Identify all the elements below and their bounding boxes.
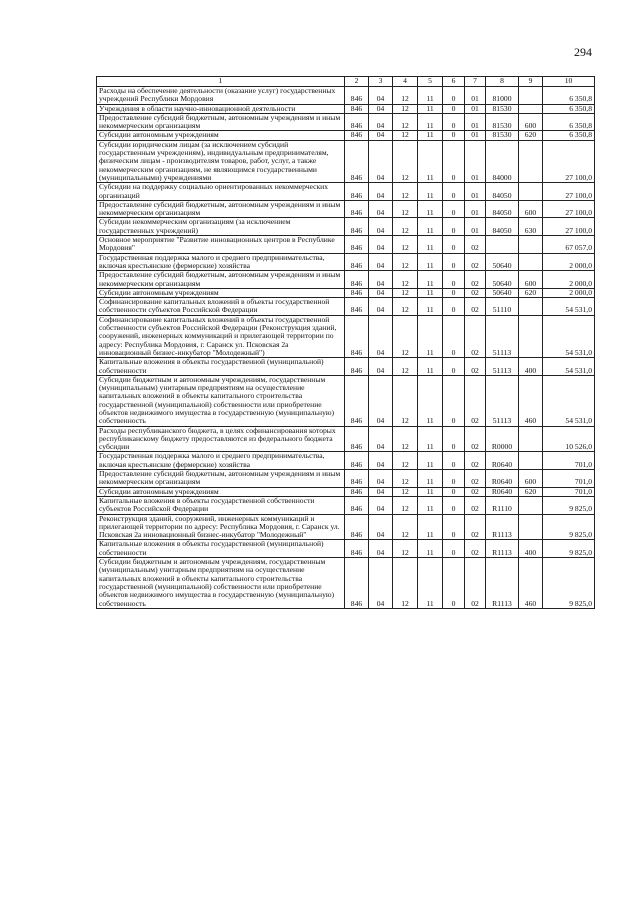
column-header: 1 bbox=[97, 77, 345, 87]
subsection-cell: 12 bbox=[393, 298, 418, 316]
amount-cell: 10 526,0 bbox=[543, 426, 595, 452]
column-header: 7 bbox=[465, 77, 486, 87]
amount-cell: 9 825,0 bbox=[543, 496, 595, 514]
direction-cell: 84050 bbox=[486, 183, 519, 201]
program-cell: 11 bbox=[418, 452, 443, 470]
column-header: 6 bbox=[443, 77, 465, 87]
program-cell: 11 bbox=[418, 540, 443, 558]
ministry-code-cell: 846 bbox=[345, 558, 369, 609]
program-cell: 11 bbox=[418, 298, 443, 316]
section-cell: 04 bbox=[369, 426, 393, 452]
program-cell: 11 bbox=[418, 253, 443, 271]
amount-cell: 27 100,0 bbox=[543, 140, 595, 182]
subprogram-cell: 0 bbox=[443, 113, 465, 131]
ministry-code-cell: 846 bbox=[345, 271, 369, 289]
table-row bbox=[97, 315, 595, 357]
expense-type-cell: 460 bbox=[519, 558, 543, 609]
direction-cell: 84000 bbox=[486, 140, 519, 182]
section-cell: 04 bbox=[369, 200, 393, 218]
subsection-cell: 12 bbox=[393, 514, 418, 540]
table-row bbox=[97, 470, 595, 488]
amount-cell: 54 531,0 bbox=[543, 298, 595, 316]
subsection-cell: 12 bbox=[393, 375, 418, 426]
direction-cell: 51113 bbox=[486, 315, 519, 357]
event-cell: 02 bbox=[465, 540, 486, 558]
table-row bbox=[97, 514, 595, 540]
row-name-cell: Реконструкция зданий, сооружений, инженерных коммуникаций и прилегающей территории по адресу: Республика Мордовия, г. Саранск ул. Псковская 2а инновационный бизнес-инкубатор "Молодежный" bbox=[97, 514, 345, 540]
program-cell: 11 bbox=[418, 218, 443, 236]
subsection-cell: 12 bbox=[393, 487, 418, 496]
ministry-code-cell: 846 bbox=[345, 470, 369, 488]
subsection-cell: 12 bbox=[393, 140, 418, 182]
ministry-code-cell: 846 bbox=[345, 315, 369, 357]
program-cell: 11 bbox=[418, 358, 443, 376]
ministry-code-cell: 846 bbox=[345, 253, 369, 271]
subprogram-cell: 0 bbox=[443, 104, 465, 113]
ministry-code-cell: 846 bbox=[345, 131, 369, 140]
direction-cell: R0640 bbox=[486, 452, 519, 470]
amount-cell: 6 350,8 bbox=[543, 104, 595, 113]
expense-type-cell: 620 bbox=[519, 487, 543, 496]
row-name-cell: Субсидии бюджетным и автономным учреждениям, государственным (муниципальным) унитарным предприятиям на осуществление капитальных вложений в объекты капитального строительства государственной (муниципальной) собственности или приобретение объектов недвижимого имущества в государственную (муниципальную) собственность bbox=[97, 558, 345, 609]
event-cell: 02 bbox=[465, 298, 486, 316]
expense-type-cell: 620 bbox=[519, 131, 543, 140]
amount-cell: 2 000,0 bbox=[543, 271, 595, 289]
event-cell: 01 bbox=[465, 131, 486, 140]
subsection-cell: 12 bbox=[393, 315, 418, 357]
event-cell: 01 bbox=[465, 183, 486, 201]
row-name-cell: Субсидии бюджетным и автономным учреждениям, государственным (муниципальным) унитарным предприятиям на осуществление капитальных вложений в объекты капитального строительства государственной (муниципальной) собственности или приобретение объектов недвижимого имущества в государственную (муниципальную) собственность bbox=[97, 375, 345, 426]
event-cell: 02 bbox=[465, 426, 486, 452]
section-cell: 04 bbox=[369, 540, 393, 558]
expense-type-cell bbox=[519, 514, 543, 540]
row-name-cell: Государственная поддержка малого и среднего предпринимательства, включая крестьянские (фермерские) хозяйства bbox=[97, 253, 345, 271]
program-cell: 11 bbox=[418, 104, 443, 113]
direction-cell: 51110 bbox=[486, 298, 519, 316]
event-cell: 01 bbox=[465, 200, 486, 218]
program-cell: 11 bbox=[418, 496, 443, 514]
amount-cell: 2 000,0 bbox=[543, 288, 595, 297]
subprogram-cell: 0 bbox=[443, 470, 465, 488]
row-name-cell: Капитальные вложения в объекты государственной (муниципальной) собственности bbox=[97, 358, 345, 376]
program-cell: 11 bbox=[418, 131, 443, 140]
amount-cell: 27 100,0 bbox=[543, 218, 595, 236]
table-row bbox=[97, 87, 595, 105]
subsection-cell: 12 bbox=[393, 452, 418, 470]
event-cell: 02 bbox=[465, 452, 486, 470]
program-cell: 11 bbox=[418, 87, 443, 105]
row-name-cell: Капитальные вложения в объекты государственной собственности субъектов Российской Федерации bbox=[97, 496, 345, 514]
amount-cell: 701,0 bbox=[543, 470, 595, 488]
row-name-cell: Субсидии автономным учреждениям bbox=[97, 288, 345, 297]
program-cell: 11 bbox=[418, 113, 443, 131]
expense-type-cell bbox=[519, 183, 543, 201]
table-row bbox=[97, 496, 595, 514]
section-cell: 04 bbox=[369, 113, 393, 131]
section-cell: 04 bbox=[369, 104, 393, 113]
amount-cell: 6 350,8 bbox=[543, 87, 595, 105]
ministry-code-cell: 846 bbox=[345, 487, 369, 496]
event-cell: 02 bbox=[465, 558, 486, 609]
direction-cell: R1113 bbox=[486, 540, 519, 558]
column-header: 9 bbox=[519, 77, 543, 87]
section-cell: 04 bbox=[369, 315, 393, 357]
subprogram-cell: 0 bbox=[443, 452, 465, 470]
section-cell: 04 bbox=[369, 236, 393, 254]
amount-cell: 27 100,0 bbox=[543, 183, 595, 201]
subsection-cell: 12 bbox=[393, 470, 418, 488]
table-row bbox=[97, 113, 595, 131]
event-cell: 01 bbox=[465, 113, 486, 131]
expense-type-cell bbox=[519, 104, 543, 113]
subsection-cell: 12 bbox=[393, 540, 418, 558]
section-cell: 04 bbox=[369, 183, 393, 201]
section-cell: 04 bbox=[369, 375, 393, 426]
direction-cell: 50640 bbox=[486, 288, 519, 297]
direction-cell: 50640 bbox=[486, 271, 519, 289]
event-cell: 02 bbox=[465, 470, 486, 488]
section-cell: 04 bbox=[369, 298, 393, 316]
direction-cell: R1113 bbox=[486, 558, 519, 609]
column-header: 10 bbox=[543, 77, 595, 87]
program-cell: 11 bbox=[418, 487, 443, 496]
section-cell: 04 bbox=[369, 487, 393, 496]
subprogram-cell: 0 bbox=[443, 558, 465, 609]
amount-cell: 2 000,0 bbox=[543, 253, 595, 271]
ministry-code-cell: 846 bbox=[345, 288, 369, 297]
event-cell: 01 bbox=[465, 87, 486, 105]
expense-type-cell: 400 bbox=[519, 540, 543, 558]
row-name-cell: Субсидии на поддержку социально ориентированных некоммерческих организаций bbox=[97, 183, 345, 201]
event-cell: 02 bbox=[465, 496, 486, 514]
row-name-cell: Субсидии автономным учреждениям bbox=[97, 131, 345, 140]
ministry-code-cell: 846 bbox=[345, 426, 369, 452]
table-row bbox=[97, 375, 595, 426]
column-header: 4 bbox=[393, 77, 418, 87]
table-row bbox=[97, 236, 595, 254]
amount-cell: 6 350,8 bbox=[543, 113, 595, 131]
subsection-cell: 12 bbox=[393, 271, 418, 289]
expense-type-cell bbox=[519, 253, 543, 271]
subsection-cell: 12 bbox=[393, 200, 418, 218]
expense-type-cell bbox=[519, 496, 543, 514]
table-row bbox=[97, 358, 595, 376]
subsection-cell: 12 bbox=[393, 113, 418, 131]
program-cell: 11 bbox=[418, 183, 443, 201]
event-cell: 01 bbox=[465, 218, 486, 236]
subsection-cell: 12 bbox=[393, 426, 418, 452]
row-name-cell: Субсидии некоммерческим организациям (за исключением государственных учреждений) bbox=[97, 218, 345, 236]
ministry-code-cell: 846 bbox=[345, 236, 369, 254]
section-cell: 04 bbox=[369, 558, 393, 609]
program-cell: 11 bbox=[418, 236, 443, 254]
direction-cell: R1113 bbox=[486, 514, 519, 540]
expense-type-cell: 600 bbox=[519, 470, 543, 488]
expense-type-cell: 600 bbox=[519, 271, 543, 289]
ministry-code-cell: 846 bbox=[345, 540, 369, 558]
section-cell: 04 bbox=[369, 288, 393, 297]
expense-type-cell: 600 bbox=[519, 113, 543, 131]
expense-type-cell bbox=[519, 315, 543, 357]
direction-cell bbox=[486, 236, 519, 254]
subprogram-cell: 0 bbox=[443, 487, 465, 496]
section-cell: 04 bbox=[369, 218, 393, 236]
column-header: 8 bbox=[486, 77, 519, 87]
expense-type-cell bbox=[519, 140, 543, 182]
event-cell: 02 bbox=[465, 288, 486, 297]
row-name-cell: Учреждения в области научно-инновационной деятельности bbox=[97, 104, 345, 113]
subprogram-cell: 0 bbox=[443, 540, 465, 558]
expense-type-cell bbox=[519, 298, 543, 316]
table-row bbox=[97, 426, 595, 452]
subsection-cell: 12 bbox=[393, 218, 418, 236]
subsection-cell: 12 bbox=[393, 236, 418, 254]
table-body bbox=[97, 87, 595, 609]
section-cell: 04 bbox=[369, 271, 393, 289]
amount-cell: 9 825,0 bbox=[543, 558, 595, 609]
ministry-code-cell: 846 bbox=[345, 514, 369, 540]
amount-cell: 701,0 bbox=[543, 452, 595, 470]
subsection-cell: 12 bbox=[393, 496, 418, 514]
subsection-cell: 12 bbox=[393, 131, 418, 140]
event-cell: 02 bbox=[465, 236, 486, 254]
row-name-cell: Предоставление субсидий бюджетным, автономным учреждениям и иным некоммерческим организациям bbox=[97, 271, 345, 289]
subprogram-cell: 0 bbox=[443, 183, 465, 201]
ministry-code-cell: 846 bbox=[345, 218, 369, 236]
ministry-code-cell: 846 bbox=[345, 140, 369, 182]
table-row bbox=[97, 104, 595, 113]
column-header: 5 bbox=[418, 77, 443, 87]
section-cell: 04 bbox=[369, 496, 393, 514]
table-row bbox=[97, 452, 595, 470]
subsection-cell: 12 bbox=[393, 288, 418, 297]
subsection-cell: 12 bbox=[393, 87, 418, 105]
subprogram-cell: 0 bbox=[443, 514, 465, 540]
subsection-cell: 12 bbox=[393, 358, 418, 376]
row-name-cell: Субсидии автономным учреждениям bbox=[97, 487, 345, 496]
ministry-code-cell: 846 bbox=[345, 113, 369, 131]
subprogram-cell: 0 bbox=[443, 375, 465, 426]
subprogram-cell: 0 bbox=[443, 140, 465, 182]
subprogram-cell: 0 bbox=[443, 218, 465, 236]
ministry-code-cell: 846 bbox=[345, 358, 369, 376]
program-cell: 11 bbox=[418, 375, 443, 426]
expense-type-cell bbox=[519, 426, 543, 452]
ministry-code-cell: 846 bbox=[345, 104, 369, 113]
direction-cell: 50640 bbox=[486, 253, 519, 271]
section-cell: 04 bbox=[369, 87, 393, 105]
program-cell: 11 bbox=[418, 558, 443, 609]
direction-cell: R0640 bbox=[486, 470, 519, 488]
section-cell: 04 bbox=[369, 470, 393, 488]
event-cell: 02 bbox=[465, 514, 486, 540]
subprogram-cell: 0 bbox=[443, 131, 465, 140]
amount-cell: 54 531,0 bbox=[543, 315, 595, 357]
program-cell: 11 bbox=[418, 426, 443, 452]
program-cell: 11 bbox=[418, 200, 443, 218]
direction-cell: R1110 bbox=[486, 496, 519, 514]
expense-type-cell bbox=[519, 236, 543, 254]
subprogram-cell: 0 bbox=[443, 426, 465, 452]
direction-cell: 81530 bbox=[486, 131, 519, 140]
program-cell: 11 bbox=[418, 271, 443, 289]
row-name-cell: Расходы на обеспечение деятельности (оказание услуг) государственных учреждений Республики Мордовия bbox=[97, 87, 345, 105]
row-name-cell: Софинансирование капитальных вложений в объекты государственной собственности субъектов Российской Федерации bbox=[97, 298, 345, 316]
subprogram-cell: 0 bbox=[443, 236, 465, 254]
direction-cell: 51113 bbox=[486, 375, 519, 426]
ministry-code-cell: 846 bbox=[345, 298, 369, 316]
table-row bbox=[97, 131, 595, 140]
ministry-code-cell: 846 bbox=[345, 496, 369, 514]
subprogram-cell: 0 bbox=[443, 87, 465, 105]
subsection-cell: 12 bbox=[393, 183, 418, 201]
section-cell: 04 bbox=[369, 514, 393, 540]
expense-type-cell: 620 bbox=[519, 288, 543, 297]
ministry-code-cell: 846 bbox=[345, 452, 369, 470]
ministry-code-cell: 846 bbox=[345, 183, 369, 201]
expense-type-cell: 600 bbox=[519, 200, 543, 218]
subprogram-cell: 0 bbox=[443, 288, 465, 297]
table-row bbox=[97, 140, 595, 182]
program-cell: 11 bbox=[418, 140, 443, 182]
subprogram-cell: 0 bbox=[443, 496, 465, 514]
row-name-cell: Предоставление субсидий бюджетным, автономным учреждениям и иным некоммерческим организациям bbox=[97, 200, 345, 218]
row-name-cell: Софинансирование капитальных вложений в объекты государственной собственности субъектов Российской Федерации (Реконструкция зданий, сооружений, инженерных коммуникаций и прилегающей территории по адресу: Республика Мордовия, г. Саранск ул. Псковская 2а инновационный бизнес-инкубатор "Молодежный") bbox=[97, 315, 345, 357]
expense-type-cell: 460 bbox=[519, 375, 543, 426]
row-name-cell: Государственная поддержка малого и среднего предпринимательства, включая крестьянские (фермерские) хозяйства bbox=[97, 452, 345, 470]
expense-type-cell: 400 bbox=[519, 358, 543, 376]
ministry-code-cell: 846 bbox=[345, 375, 369, 426]
amount-cell: 9 825,0 bbox=[543, 540, 595, 558]
table-row bbox=[97, 200, 595, 218]
page-number: 294 bbox=[574, 45, 592, 59]
expense-type-cell bbox=[519, 87, 543, 105]
amount-cell: 54 531,0 bbox=[543, 358, 595, 376]
table-row bbox=[97, 183, 595, 201]
amount-cell: 6 350,8 bbox=[543, 131, 595, 140]
expense-type-cell bbox=[519, 452, 543, 470]
table-row bbox=[97, 298, 595, 316]
row-name-cell: Предоставление субсидий бюджетным, автономным учреждениям и иным некоммерческим организациям bbox=[97, 470, 345, 488]
amount-cell: 9 825,0 bbox=[543, 514, 595, 540]
table-row bbox=[97, 271, 595, 289]
amount-cell: 54 531,0 bbox=[543, 375, 595, 426]
event-cell: 02 bbox=[465, 271, 486, 289]
event-cell: 02 bbox=[465, 315, 486, 357]
table-row bbox=[97, 253, 595, 271]
event-cell: 02 bbox=[465, 487, 486, 496]
subprogram-cell: 0 bbox=[443, 358, 465, 376]
amount-cell: 27 100,0 bbox=[543, 200, 595, 218]
direction-cell: 51113 bbox=[486, 358, 519, 376]
expense-type-cell: 630 bbox=[519, 218, 543, 236]
event-cell: 01 bbox=[465, 140, 486, 182]
program-cell: 11 bbox=[418, 315, 443, 357]
direction-cell: 81000 bbox=[486, 87, 519, 105]
section-cell: 04 bbox=[369, 253, 393, 271]
subprogram-cell: 0 bbox=[443, 315, 465, 357]
amount-cell: 67 057,0 bbox=[543, 236, 595, 254]
direction-cell: R0000 bbox=[486, 426, 519, 452]
row-name-cell: Капитальные вложения в объекты государственной (муниципальной) собственности bbox=[97, 540, 345, 558]
column-header: 2 bbox=[345, 77, 369, 87]
table-row bbox=[97, 540, 595, 558]
column-header: 3 bbox=[369, 77, 393, 87]
table-row bbox=[97, 218, 595, 236]
subprogram-cell: 0 bbox=[443, 271, 465, 289]
direction-cell: R0640 bbox=[486, 487, 519, 496]
subsection-cell: 12 bbox=[393, 253, 418, 271]
row-name-cell: Субсидии юридическим лицам (за исключением субсидий государственным учреждениям), индивидуальным предпринимателям, физическим лицам - производителям товаров, работ, услуг, а также некоммерческим организациям, не являющимся государственными (муниципальными) учреждениями bbox=[97, 140, 345, 182]
event-cell: 02 bbox=[465, 253, 486, 271]
subprogram-cell: 0 bbox=[443, 200, 465, 218]
table-row bbox=[97, 558, 595, 609]
event-cell: 01 bbox=[465, 104, 486, 113]
direction-cell: 81530 bbox=[486, 113, 519, 131]
row-name-cell: Основное мероприятие "Развитие инновационных центров в Республике Мордовия" bbox=[97, 236, 345, 254]
section-cell: 04 bbox=[369, 452, 393, 470]
table-header-row bbox=[97, 77, 595, 87]
section-cell: 04 bbox=[369, 140, 393, 182]
program-cell: 11 bbox=[418, 288, 443, 297]
section-cell: 04 bbox=[369, 358, 393, 376]
budget-table bbox=[96, 76, 595, 609]
program-cell: 11 bbox=[418, 470, 443, 488]
direction-cell: 81530 bbox=[486, 104, 519, 113]
amount-cell: 701,0 bbox=[543, 487, 595, 496]
subprogram-cell: 0 bbox=[443, 253, 465, 271]
row-name-cell: Предоставление субсидий бюджетным, автономным учреждениям и иным некоммерческим организациям bbox=[97, 113, 345, 131]
event-cell: 02 bbox=[465, 358, 486, 376]
row-name-cell: Расходы республиканского бюджета, в целях софинансирования которых республиканскому бюджету предоставляются из федерального бюджета субсидии bbox=[97, 426, 345, 452]
event-cell: 02 bbox=[465, 375, 486, 426]
subsection-cell: 12 bbox=[393, 104, 418, 113]
direction-cell: 84050 bbox=[486, 200, 519, 218]
ministry-code-cell: 846 bbox=[345, 87, 369, 105]
ministry-code-cell: 846 bbox=[345, 200, 369, 218]
section-cell: 04 bbox=[369, 131, 393, 140]
subsection-cell: 12 bbox=[393, 558, 418, 609]
program-cell: 11 bbox=[418, 514, 443, 540]
subprogram-cell: 0 bbox=[443, 298, 465, 316]
direction-cell: 84050 bbox=[486, 218, 519, 236]
